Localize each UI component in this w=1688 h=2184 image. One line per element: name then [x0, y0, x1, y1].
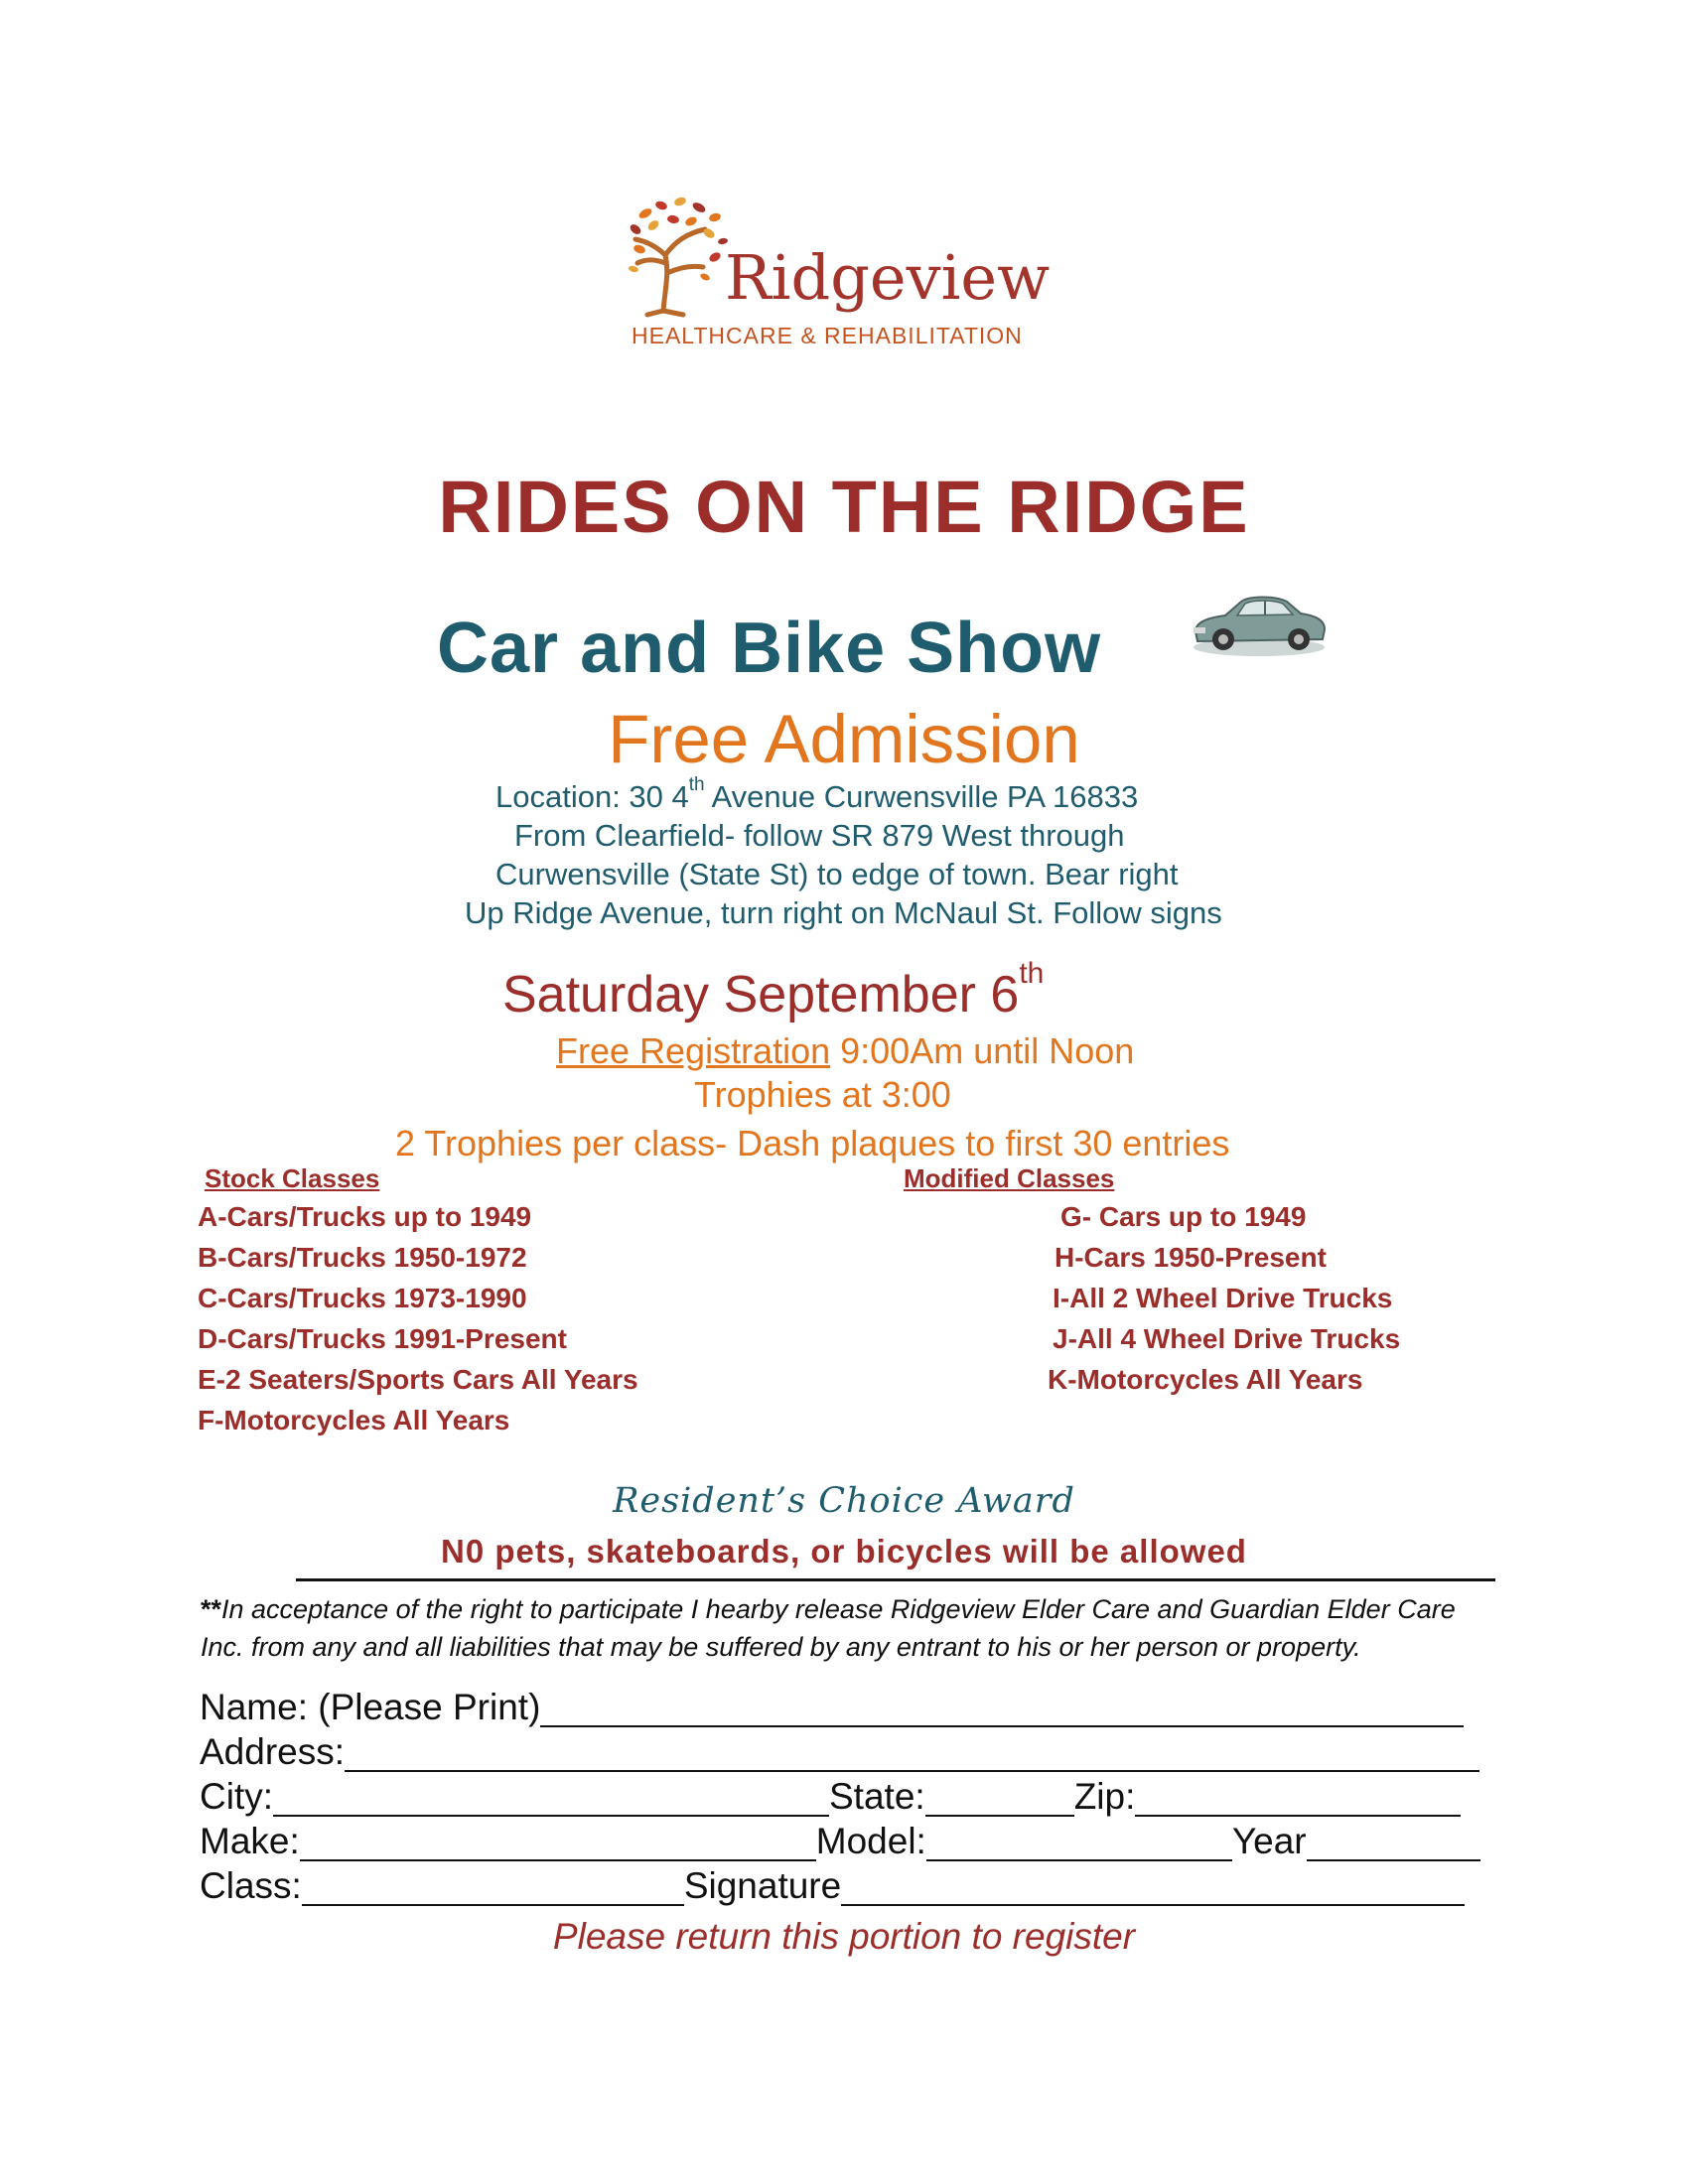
directions-line: From Clearfield- follow SR 879 West through: [514, 818, 1125, 853]
form-row-address: [200, 1732, 1479, 1776]
modified-class-item: K-Motorcycles All Years: [1048, 1364, 1363, 1395]
ridgeview-logo: [626, 194, 1051, 352]
modified-class-item: G- Cars up to 1949: [1060, 1201, 1307, 1232]
year-field[interactable]: [1307, 1820, 1480, 1861]
event-date: Saturday September 6th: [502, 957, 1045, 1024]
return-note: Please return this portion to register: [552, 1916, 1136, 1957]
city-field[interactable]: [273, 1775, 829, 1817]
signature-label: Signature: [683, 1865, 842, 1906]
stock-class-item: E-2 Seaters/Sports Cars All Years: [198, 1364, 638, 1395]
name-label: Name: (Please Print): [200, 1687, 541, 1727]
liability-waiver: **In acceptance of the right to participate I hearby release Ridgeview Elder Care and Guardian Elder Care Inc. from any and all liabilities that may be suffered by any entrant to his or her person or property.: [201, 1594, 1456, 1662]
form-row-name: [200, 1688, 1464, 1731]
residents-choice-award: Resident’s Choice Award: [613, 1481, 1075, 1521]
stock-class-item: F-Motorcycles All Years: [198, 1405, 510, 1435]
stock-class-item: C-Cars/Trucks 1973-1990: [198, 1283, 527, 1313]
car-icon: [1190, 588, 1329, 659]
logo-tagline: HEALTHCARE & REHABILITATION: [632, 323, 1023, 348]
stock-classes-heading: Stock Classes: [205, 1163, 380, 1193]
make-field[interactable]: [300, 1820, 816, 1861]
page-title: RIDES ON THE RIDGE: [438, 466, 1250, 548]
stock-class-item: D-Cars/Trucks 1991-Present: [198, 1323, 567, 1354]
registration-info: Free Registration 9:00Am until Noon: [556, 1030, 1135, 1071]
directions-line: Up Ridge Avenue, turn right on McNaul St. Follow signs: [465, 895, 1222, 930]
trophies-time: Trophies at 3:00: [694, 1074, 951, 1115]
tree-icon: [626, 194, 735, 318]
class-field[interactable]: [302, 1864, 684, 1906]
location-line: Location: 30 4th Avenue Curwensville PA 16833: [495, 774, 1139, 814]
form-row-vehicle: [200, 1822, 1480, 1865]
zip-field[interactable]: [1135, 1775, 1461, 1817]
rules-notice: N0 pets, skateboards, or bicycles will be allowed: [441, 1533, 1247, 1570]
class-label: Class:: [200, 1865, 302, 1906]
state-field[interactable]: [925, 1775, 1074, 1817]
directions-line: Curwensville (State St) to edge of town. Bear right: [495, 857, 1179, 891]
signature-field[interactable]: [841, 1864, 1465, 1906]
free-admission: Free Admission: [608, 701, 1080, 777]
modified-class-item: I-All 2 Wheel Drive Trucks: [1053, 1283, 1393, 1313]
plaques-info: 2 Trophies per class- Dash plaques to first 30 entries: [395, 1123, 1230, 1163]
address-field[interactable]: [345, 1730, 1479, 1772]
form-row-city: [200, 1777, 1461, 1821]
name-field[interactable]: [540, 1686, 1464, 1727]
modified-class-item: J-All 4 Wheel Drive Trucks: [1053, 1323, 1401, 1354]
form-row-class: [200, 1866, 1465, 1910]
make-label: Make:: [200, 1821, 300, 1861]
free-registration-link[interactable]: Free Registration: [556, 1030, 831, 1071]
event-subtitle: Car and Bike Show: [437, 609, 1102, 688]
logo-name: Ridgeview: [725, 241, 1051, 314]
address-label: Address:: [200, 1731, 346, 1772]
year-label: Year: [1231, 1821, 1307, 1861]
divider: [296, 1578, 1495, 1581]
stock-class-item: B-Cars/Trucks 1950-1972: [198, 1242, 527, 1273]
stock-class-item: A-Cars/Trucks up to 1949: [198, 1201, 532, 1232]
modified-classes-heading: Modified Classes: [904, 1163, 1115, 1193]
city-label: City:: [200, 1776, 273, 1817]
state-label: State:: [829, 1776, 925, 1817]
modified-class-item: H-Cars 1950-Present: [1055, 1242, 1327, 1273]
model-field[interactable]: [926, 1820, 1232, 1861]
zip-label: Zip:: [1073, 1776, 1136, 1817]
model-label: Model:: [815, 1821, 926, 1861]
